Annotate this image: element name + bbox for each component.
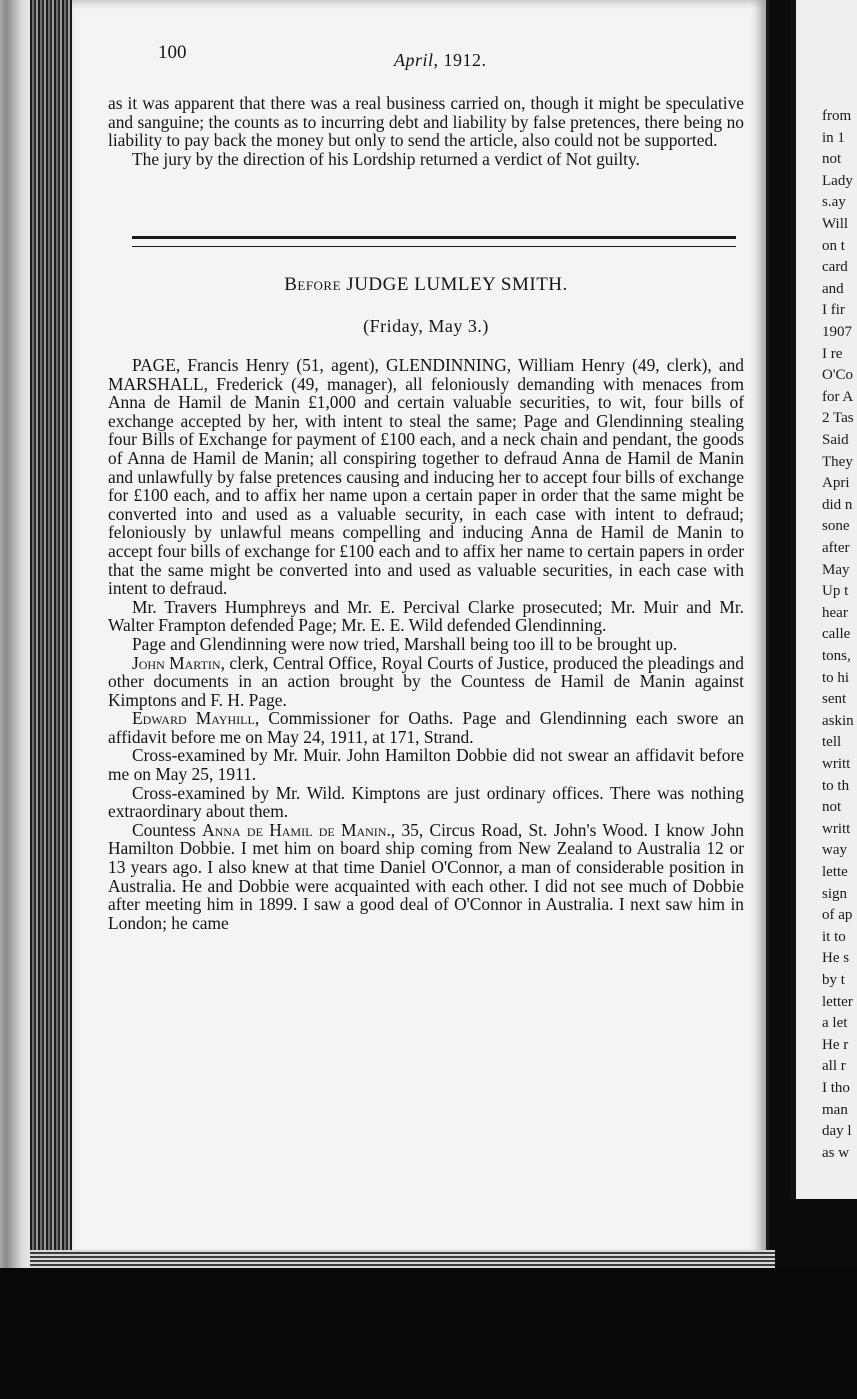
facing-page-fragment: s.ay: [822, 194, 846, 211]
section-date: (Friday, May 3.): [363, 316, 489, 336]
facing-page-fragment: 2 Tas: [822, 410, 854, 427]
page-date: April, 1912.: [394, 50, 487, 70]
facing-page-fragment: They: [822, 453, 853, 470]
facing-page-fragment: not: [822, 799, 842, 816]
facing-page-fragment: May: [822, 561, 850, 578]
facing-page-fragment: Lady: [822, 172, 853, 189]
paragraph: as it was apparent that there was a real business carried on, though it might be speculative and sanguine; the counts as to incurring debt and liability by false pretences, there being no liability to pay back the money but only to send the article, also could not be supported.: [108, 93, 744, 151]
facing-page: [790, 0, 857, 1199]
facing-page-fragment: way: [822, 842, 847, 859]
witness-name: Edward Mayhill: [132, 708, 255, 729]
facing-page-fragment: sent: [822, 691, 847, 708]
witness-paragraph: Edward Mayhill, Commissioner for Oaths. Page and Glendinning each swore an affidavit before me on May 24, 1911, at 171, Strand.: [108, 708, 744, 747]
section-divider-thin: [132, 246, 736, 247]
trial-note-paragraph: Page and Glendinning were now tried, Marshall being too ill to be brought up.: [132, 633, 678, 654]
cross-exam-paragraph: Cross-examined by Mr. Wild. Kimptons are just ordinary offices. There was nothing extraordinary about them.: [108, 782, 744, 822]
facing-page-fragment: sign: [822, 885, 848, 902]
facing-page-fragment: Said: [822, 432, 849, 448]
facing-page-fragment: He r: [822, 1036, 849, 1053]
facing-page-fragment: card: [822, 259, 848, 276]
facing-page-fragment: tons,: [822, 648, 851, 664]
facing-page-fragment: hear: [822, 604, 848, 621]
page-number: 100: [158, 42, 187, 63]
facing-page-fragment: in 1: [822, 129, 845, 146]
facing-page-fragment: askin: [822, 712, 854, 729]
facing-page-fragment: not: [822, 151, 842, 168]
facing-page-fragment: all r: [822, 1058, 846, 1075]
witness-name: John Martin: [132, 652, 221, 673]
facing-page-fragment: from: [822, 108, 852, 124]
facing-page-fragment: Up t: [822, 583, 849, 600]
facing-page-fragment: 1907: [822, 324, 852, 340]
page-header: [158, 40, 742, 70]
facing-page-fragment: a let: [822, 1015, 848, 1032]
counsel-paragraph: Mr. Travers Humphreys and Mr. E. Percival Clarke prosecuted; Mr. Muir and Mr. Walter Frampton defended Page; Mr. E. E. Wild defended Glendinning.: [108, 596, 744, 636]
paragraph: The jury by the direction of his Lordship returned a verdict of Not guilty.: [132, 148, 640, 169]
facing-page-fragment: calle: [822, 626, 851, 643]
cross-exam-paragraph: Cross-examined by Mr. Muir. John Hamilton Dobbie did not swear an affidavit before me on May 25, 1911.: [108, 745, 744, 785]
facing-page-fragment: as w: [822, 1144, 850, 1161]
facing-page-fragment: day l: [822, 1123, 852, 1140]
book-spine-edge: [30, 0, 76, 1260]
facing-page-fragment: to hi: [822, 669, 850, 686]
facing-page-fragment: O'Co: [822, 367, 854, 384]
facing-page-fragment: and: [822, 280, 844, 297]
opening-text: [108, 94, 744, 168]
case-text: [108, 356, 744, 932]
section-divider: [132, 236, 736, 239]
facing-page-fragment: on t: [822, 237, 845, 254]
facing-page-fragment: of ap: [822, 907, 853, 924]
witness-name: Anna de Hamil de Manin: [202, 819, 387, 840]
facing-page-fragment: writt: [822, 756, 851, 772]
facing-page-fragment: letter: [822, 993, 853, 1010]
facing-page-fragment: Will: [822, 216, 849, 232]
facing-page-fragment: I tho: [822, 1080, 850, 1096]
facing-page-fragment: for A: [822, 388, 854, 405]
facing-page-fragment: Apri: [822, 475, 850, 492]
facing-page-fragment: after: [822, 540, 850, 556]
facing-page-fragment: I fir: [822, 302, 845, 319]
facing-page-fragment: I re: [822, 345, 843, 362]
facing-page-fragment: sone: [822, 518, 850, 535]
facing-page-fragment: by t: [822, 972, 845, 988]
facing-page-fragment: lette: [822, 864, 848, 880]
indictment-paragraph: PAGE, Francis Henry (51, agent), GLENDINNING, William Henry (49, clerk), and MARSHALL, Frederick (49, manager), all feloniously demanding with menaces from Anna de Hamil de Manin £1,000 and certain valuable securities, to wit, four bills of exchange accepted by her, with intent to steal the same; Page and Glendinning stealing four Bills of Exchange for payment of £100 each, and a neck chain and pendant, the goods of Anna de Hamil de Manin; all conspiring together to defraud Anna de Hamil de Manin and unlawfully by false pretences causing and inducing her to accept four bills of exchange for £100 each, and to affix her name upon a certain paper in order that the same might be converted into and used as a valuable security, in each case with intent to defraud; feloniously by unlawful means compelling and inducing Anna de Hamil de Manin to accept four bills of exchange for £100 each and to affix her name to certain papers in order that the same might be converted into and used as valuable securities, in each case with intent to defraud.: [108, 355, 744, 599]
facing-page-fragment: to th: [822, 777, 850, 794]
witness-paragraph: John Martin, clerk, Central Office, Royal Courts of Justice, produced the pleadings and other documents in an action brought by the Countess de Hamil de Manin against Kimptons and F. H. Page.: [108, 652, 744, 710]
facing-page-fragment: He s: [822, 950, 850, 967]
facing-page-fragment: man: [822, 1101, 848, 1118]
scan-shadow: [0, 1268, 857, 1399]
facing-page-fragment: did n: [822, 496, 853, 513]
section-heading: Before JUDGE LUMLEY SMITH.: [284, 274, 568, 295]
facing-page-fragment: tell: [822, 734, 842, 751]
facing-page-fragment: it to: [822, 928, 846, 945]
countess-paragraph: Countess Anna de Hamil de Manin., 35, Circus Road, St. John's Wood. I know John Hamilton Dobbie. I met him on board ship coming from New Zealand to Australia 12 or 13 years ago. I also knew at that time Daniel O'Connor, a man of considerable position in Australia. He and Dobbie were acquainted with each other. I did not see much of Dobbie after meeting him in 1899. I saw a good deal of O'Connor in Australia. I next saw him in London; he came: [108, 819, 744, 933]
page-stack-edge: [30, 1250, 775, 1268]
facing-page-fragment: writt: [822, 820, 851, 837]
